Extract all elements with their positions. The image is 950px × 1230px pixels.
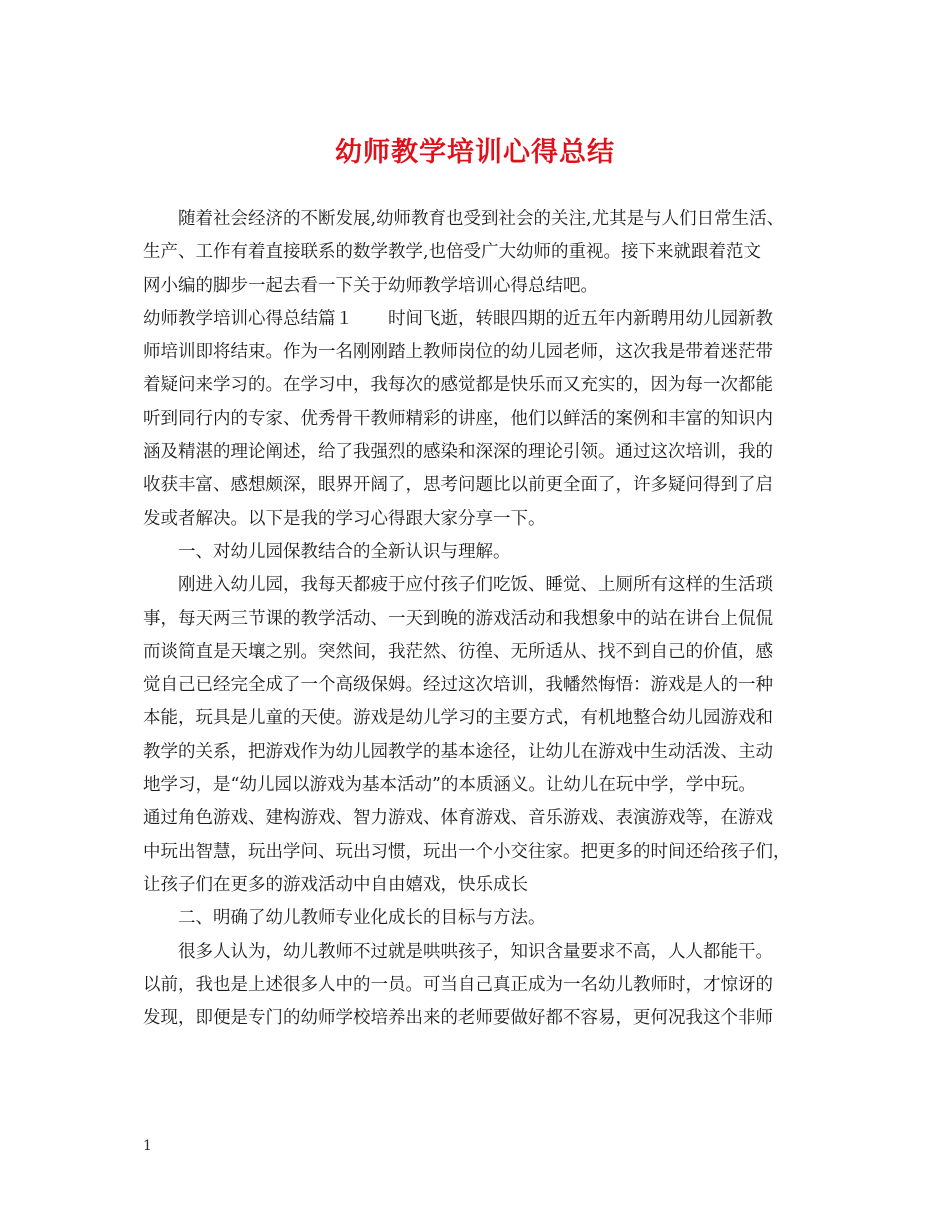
text-line: 让孩子们在更多的游戏活动中自由嬉戏，快乐成长 [143, 874, 528, 895]
page-number: 1 [143, 1138, 152, 1154]
text-line: 收获丰富、感想颇深，眼界开阔了，思考问题比以前更全面了，许多疑问得到了启 [143, 475, 773, 496]
text-line: 刚进入幼儿园，我每天都疲于应付孩子们吃饭、睡觉、上厕所有这样的生活琐 [143, 575, 773, 596]
text-line: 本能，玩具是儿童的天使。游戏是幼儿学习的主要方式，有机地整合幼儿园游戏和 [143, 708, 773, 729]
text-line: 中玩出智慧，玩出学问、玩出习惯，玩出一个小交往家。把更多的时间还给孩子们， [143, 841, 791, 862]
text-line: 着疑问来学习的。在学习中，我每次的感觉都是快乐而又充实的，因为每一次都能 [143, 375, 773, 396]
text-line: 发或者解决。以下是我的学习心得跟大家分享一下。 [143, 508, 546, 529]
text-line: 涵及精湛的理论阐述，给了我强烈的感染和深深的理论引领。通过这次培训，我的 [143, 442, 773, 463]
document-title: 幼师教学培训心得总结 [335, 137, 615, 168]
text-line: 地学习，是“幼儿园以游戏为基本活动”的本质涵义。让幼儿在玩中学，学中玩。 [143, 775, 756, 796]
text-line: 而谈简直是天壤之别。突然间，我茫然、彷徨、无所适从、找不到自己的价值，感 [143, 641, 773, 662]
text-line: 事，每天两三节课的教学活动、一天到晚的游戏活动和我想象中的站在讲台上侃侃 [143, 608, 773, 629]
text-line: 二、明确了幼儿教师专业化成长的目标与方法。 [143, 908, 546, 929]
document-body [143, 203, 810, 1035]
text-line: 网小编的脚步一起去看一下关于幼师教学培训心得总结吧。 [143, 275, 598, 296]
text-line: 听到同行内的专家、优秀骨干教师精彩的讲座，他们以鲜活的案例和丰富的知识内 [143, 408, 773, 429]
text-line: 一、对幼儿园保教结合的全新认识与理解。 [143, 541, 511, 562]
text-line: 随着社会经济的不断发展,幼师教育也受到社会的关注,尤其是与人们日常生活、 [143, 209, 785, 229]
text-line: 幼师教学培训心得总结篇１ 时间飞逝，转眼四期的近五年内新聘用幼儿园新教 [143, 308, 773, 329]
text-line: 教学的关系，把游戏作为幼儿园教学的基本途径，让幼儿在游戏中生动活泼、主动 [143, 741, 773, 762]
text-line: 发现，即便是专门的幼师学校培养出来的老师要做好都不容易，更何况我这个非师 [143, 1008, 773, 1029]
text-line: 觉自己已经完全成了一个高级保姆。经过这次培训，我幡然悔悟：游戏是人的一种 [143, 675, 773, 696]
text-line: 很多人认为，幼儿教师不过就是哄哄孩子，知识含量要求不高，人人都能干。 [143, 941, 773, 962]
text-line: 师培训即将结束。作为一名刚刚踏上教师岗位的幼儿园老师，这次我是带着迷茫带 [143, 342, 773, 363]
text-line: 通过角色游戏、建构游戏、智力游戏、体育游戏、音乐游戏、表演游戏等，在游戏 [143, 808, 773, 829]
text-line: 以前，我也是上述很多人中的一员。可当自己真正成为一名幼儿教师时，才惊讶的 [143, 974, 773, 995]
text-line: 生产、工作有着直接联系的数学教学,也倍受广大幼师的重视。接下来就跟着范文 [143, 242, 762, 263]
